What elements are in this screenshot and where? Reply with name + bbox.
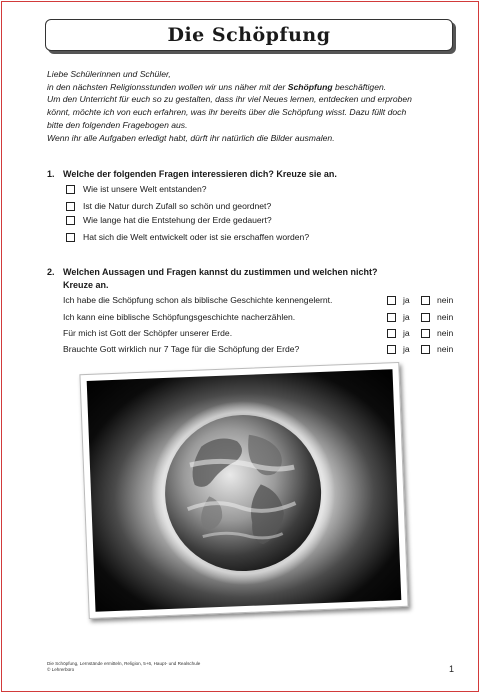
q2-statement-row: [63, 311, 455, 323]
intro-line: bitte den folgenden Fragebogen aus.: [47, 119, 188, 130]
no-label: nein: [437, 344, 454, 354]
footer-line: Die Schöpfung, Lernstände ermitteln, Religion, 5+6, Haupt- und Realschule: [47, 661, 201, 666]
intro-line: [47, 81, 467, 94]
checkbox[interactable]: [66, 202, 75, 211]
page-number: 1: [449, 664, 455, 674]
checkbox[interactable]: [421, 296, 430, 305]
footer-credits: [47, 661, 200, 673]
no-label: nein: [437, 295, 454, 305]
checkbox[interactable]: [387, 296, 396, 305]
statement-text: Ich kann eine biblische Schöpfungsgeschichte nacherzählen.: [63, 312, 296, 322]
question-2-heading: [47, 266, 378, 291]
question-number: 2.: [47, 267, 55, 277]
yes-option[interactable]: [387, 294, 421, 306]
footer-line: © Lehrerbüro: [47, 667, 75, 672]
option-label: Wie lange hat die Entstehung der Erde gedauert?: [83, 215, 272, 225]
intro-text: in den nächsten Religionsstunden wollen wir uns näher mit der: [47, 81, 288, 92]
no-option[interactable]: [421, 343, 455, 355]
intro-paragraph: [47, 68, 467, 144]
yes-label: ja: [403, 328, 410, 338]
earth-photo-frame: [79, 362, 408, 619]
no-option[interactable]: [421, 327, 455, 339]
checkbox[interactable]: [387, 313, 396, 322]
intro-text: beschäftigen.: [332, 81, 387, 92]
intro-line: Um den Unterricht für euch so zu gestalten, dass ihr viel Neues lernen, entdecken und erproben: [47, 94, 412, 105]
question-text: Welchen Aussagen und Fragen kannst du zustimmen und welchen nicht?: [63, 267, 378, 277]
q1-option[interactable]: [66, 214, 272, 226]
q1-option[interactable]: [66, 183, 207, 195]
checkbox[interactable]: [421, 329, 430, 338]
title-box: [45, 19, 453, 51]
yes-label: ja: [403, 344, 410, 354]
statement-text: Für mich ist Gott der Schöpfer unserer Erde.: [63, 328, 233, 338]
intro-bold-word: Schöpfung: [287, 81, 333, 92]
intro-line: könnt, möchte ich von euch erfahren, was ihr bereits über die Schöpfung wisst. Dazu füllt doch: [47, 107, 407, 118]
no-option[interactable]: [421, 311, 455, 323]
checkbox[interactable]: [66, 216, 75, 225]
question-text: Welche der folgenden Fragen interessieren dich? Kreuze sie an.: [63, 169, 337, 179]
q2-statement-row: [63, 343, 455, 355]
option-label: Ist die Natur durch Zufall so schön und geordnet?: [83, 201, 272, 211]
checkbox[interactable]: [421, 345, 430, 354]
intro-line: Wenn ihr alle Aufgaben erledigt habt, dürft ihr natürlich die Bilder ausmalen.: [47, 132, 335, 143]
q1-option[interactable]: [66, 231, 309, 243]
q2-statement-row: [63, 327, 455, 339]
question-text: Kreuze an.: [63, 279, 109, 290]
yes-option[interactable]: [387, 311, 421, 323]
question-1-heading: [47, 168, 337, 181]
statement-text: Ich habe die Schöpfung schon als biblische Geschichte kennengelernt.: [63, 295, 333, 305]
intro-line: Liebe Schülerinnen und Schüler,: [47, 69, 171, 79]
yes-option[interactable]: [387, 343, 421, 355]
checkbox[interactable]: [387, 329, 396, 338]
checkbox[interactable]: [66, 233, 75, 242]
earth-globe-icon: [87, 369, 402, 612]
option-label: Wie ist unsere Welt entstanden?: [83, 184, 207, 194]
statement-text: Brauchte Gott wirklich nur 7 Tage für die Schöpfung der Erde?: [63, 344, 300, 354]
q1-option[interactable]: [66, 200, 271, 212]
earth-photo: [87, 369, 402, 612]
no-label: nein: [437, 328, 454, 338]
yes-option[interactable]: [387, 327, 421, 339]
no-option[interactable]: [421, 294, 455, 306]
yes-label: ja: [403, 295, 410, 305]
checkbox[interactable]: [387, 345, 396, 354]
yes-label: ja: [403, 312, 410, 322]
checkbox[interactable]: [66, 185, 75, 194]
no-label: nein: [437, 312, 454, 322]
q2-statement-row: [63, 294, 455, 306]
checkbox[interactable]: [421, 313, 430, 322]
option-label: Hat sich die Welt entwickelt oder ist sie erschaffen worden?: [83, 232, 310, 242]
question-number: 1.: [47, 169, 55, 179]
page-title: Die Schöpfung: [167, 24, 331, 46]
